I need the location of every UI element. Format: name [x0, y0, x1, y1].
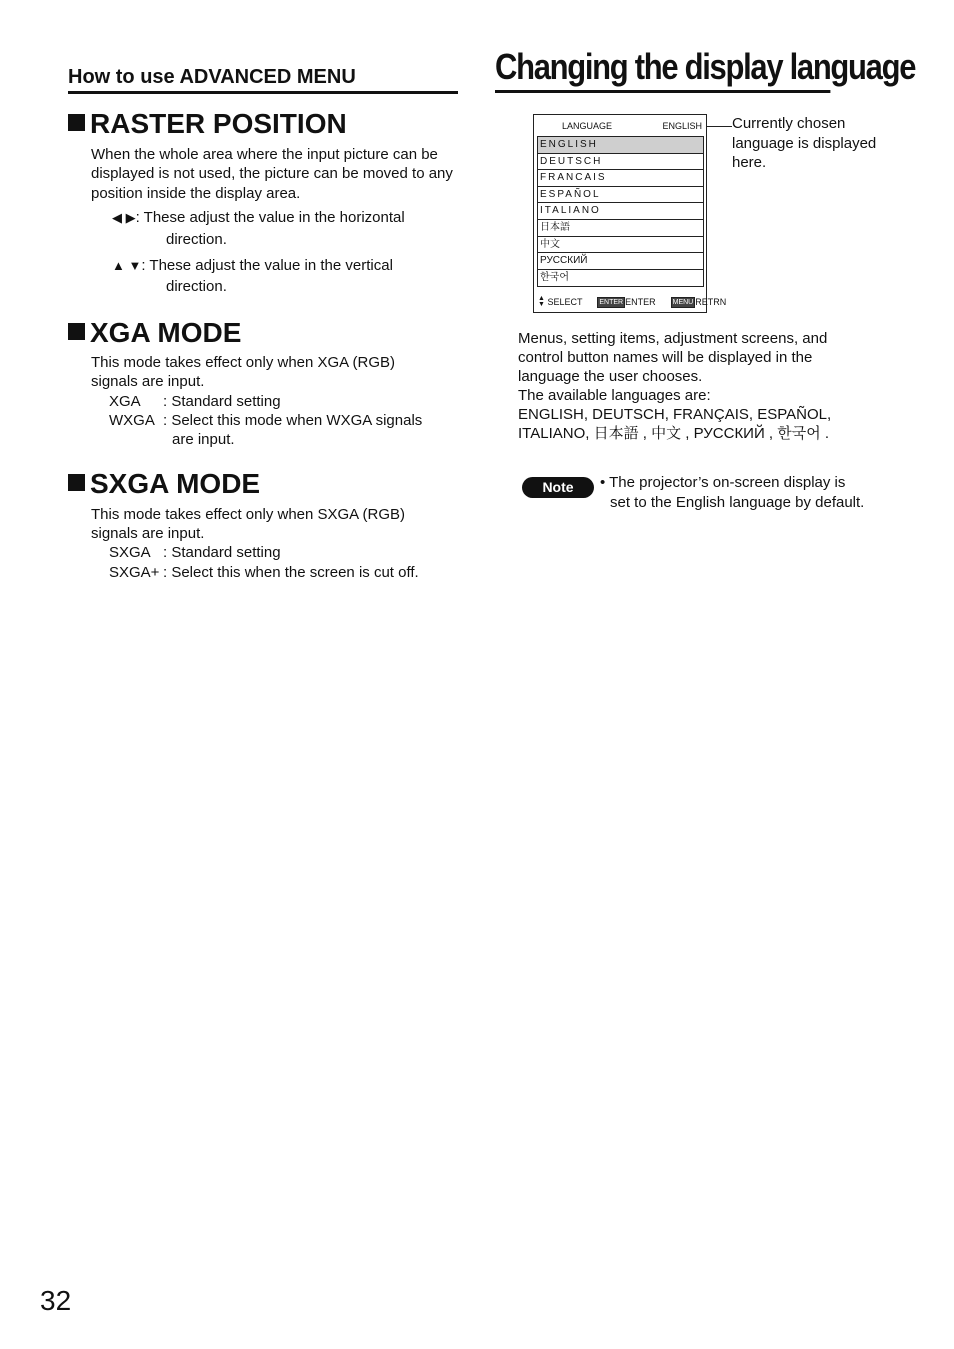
xga-heading	[68, 317, 241, 349]
language-text-line5: ENGLISH, DEUTSCH, FRANÇAIS, ESPAÑOL,	[518, 406, 832, 423]
osd-item-korean[interactable]: 한국어	[540, 271, 569, 283]
osd-title: LANGUAGE	[562, 121, 613, 131]
callout-line2: language is displayed	[732, 135, 877, 152]
xga-option-xga	[109, 391, 281, 412]
language-text-line2: control button names will be displayed in the	[518, 349, 813, 366]
osd-language-list	[537, 136, 704, 287]
note-line1: • The projector’s on-screen display is	[600, 474, 846, 491]
osd-current-language: ENGLISH	[662, 121, 702, 131]
osd-item-english[interactable]: ENGLISH	[538, 137, 703, 154]
page-number: 32	[40, 1285, 72, 1316]
raster-horizontal-cont: direction.	[166, 231, 227, 248]
language-text-line6: ITALIANO, 日本語 , 中文 , РУССКИЙ , 한국어 .	[518, 425, 830, 442]
sxga-line1: This mode takes effect only when SXGA (RGB)	[91, 506, 406, 523]
osd-item-chinese[interactable]: 中文	[538, 237, 703, 254]
osd-return-label: RETRN	[695, 297, 727, 307]
enter-key-icon: ENTER	[599, 299, 624, 306]
square-bullet-icon	[68, 114, 85, 131]
up-down-arrows-icon: ▲ ▼	[112, 258, 142, 273]
page-title: Changing the display language	[495, 44, 830, 93]
xga-heading-text: XGA MODE	[90, 317, 242, 348]
xga-option-wxga-cont: are input.	[172, 431, 235, 448]
note-badge: Note	[522, 477, 594, 498]
osd-title-bar	[538, 121, 702, 135]
menu-key-icon: MENU	[672, 299, 694, 306]
callout-leader-line	[706, 126, 732, 127]
raster-vertical-cont: direction.	[166, 278, 227, 295]
raster-heading-text: RASTER POSITION	[90, 108, 347, 139]
up-down-small-icon: ▲ ▼	[538, 295, 545, 308]
osd-item-japanese[interactable]: 日本語	[538, 220, 703, 237]
xga-option-key: XGA	[109, 393, 141, 410]
raster-horizontal-text: : These adjust the value in the horizontal	[135, 209, 405, 226]
sxga-option-sxga	[109, 542, 281, 563]
square-bullet-icon	[68, 474, 85, 491]
osd-item-italiano[interactable]: ITALIANO	[538, 203, 703, 220]
sxga-option-text: : Standard setting	[163, 544, 281, 561]
osd-item-francais[interactable]: FRANCAIS	[538, 170, 703, 187]
sxga-heading	[68, 468, 260, 500]
wxga-option-key: WXGA	[109, 412, 155, 429]
language-text-line3: language the user chooses.	[518, 368, 703, 385]
left-right-arrows-icon: ◀ ▶	[112, 210, 136, 225]
xga-line2: signals are input.	[91, 373, 205, 390]
square-bullet-icon	[68, 323, 85, 340]
note-line2: set to the English language by default.	[610, 494, 865, 511]
osd-item-deutsch[interactable]: DEUTSCH	[538, 154, 703, 171]
osd-enter-label: ENTER	[625, 297, 656, 307]
callout-line1: Currently chosen	[732, 115, 846, 132]
raster-body: When the whole area where the input picture can be displayed is not used, the picture can be moved to any position inside the display area.	[91, 146, 453, 202]
language-text-line1: Menus, setting items, adjustment screens, and	[518, 330, 828, 347]
language-text-line4: The available languages are:	[518, 387, 711, 404]
sxga-option-key: SXGA	[109, 544, 151, 561]
raster-horizontal	[112, 207, 405, 228]
sxgaplus-option-text: : Select this when the screen is cut off.	[163, 564, 419, 581]
language-osd-menu	[533, 114, 727, 313]
osd-item-russian[interactable]: РУССКИЙ	[538, 253, 703, 270]
raster-vertical	[112, 255, 393, 276]
xga-option-text: : Standard setting	[163, 393, 281, 410]
sxga-option-sxgaplus	[109, 562, 419, 583]
sxgaplus-option-key: SXGA+	[109, 564, 160, 581]
xga-option-wxga	[109, 410, 422, 431]
sxga-heading-text: SXGA MODE	[90, 468, 261, 499]
raster-vertical-text: : These adjust the value in the vertical	[141, 257, 393, 274]
sxga-line2: signals are input.	[91, 525, 205, 542]
osd-select-label: SELECT	[547, 297, 583, 307]
osd-item-espanol[interactable]: ESPAÑOL	[538, 187, 703, 204]
callout-line3: here.	[732, 154, 767, 171]
xga-line1: This mode takes effect only when XGA (RGB)	[91, 354, 396, 371]
osd-footer	[538, 295, 727, 309]
wxga-option-text: : Select this mode when WXGA signals	[163, 412, 423, 429]
raster-heading	[68, 108, 347, 140]
section-header: How to use ADVANCED MENU	[68, 63, 458, 94]
